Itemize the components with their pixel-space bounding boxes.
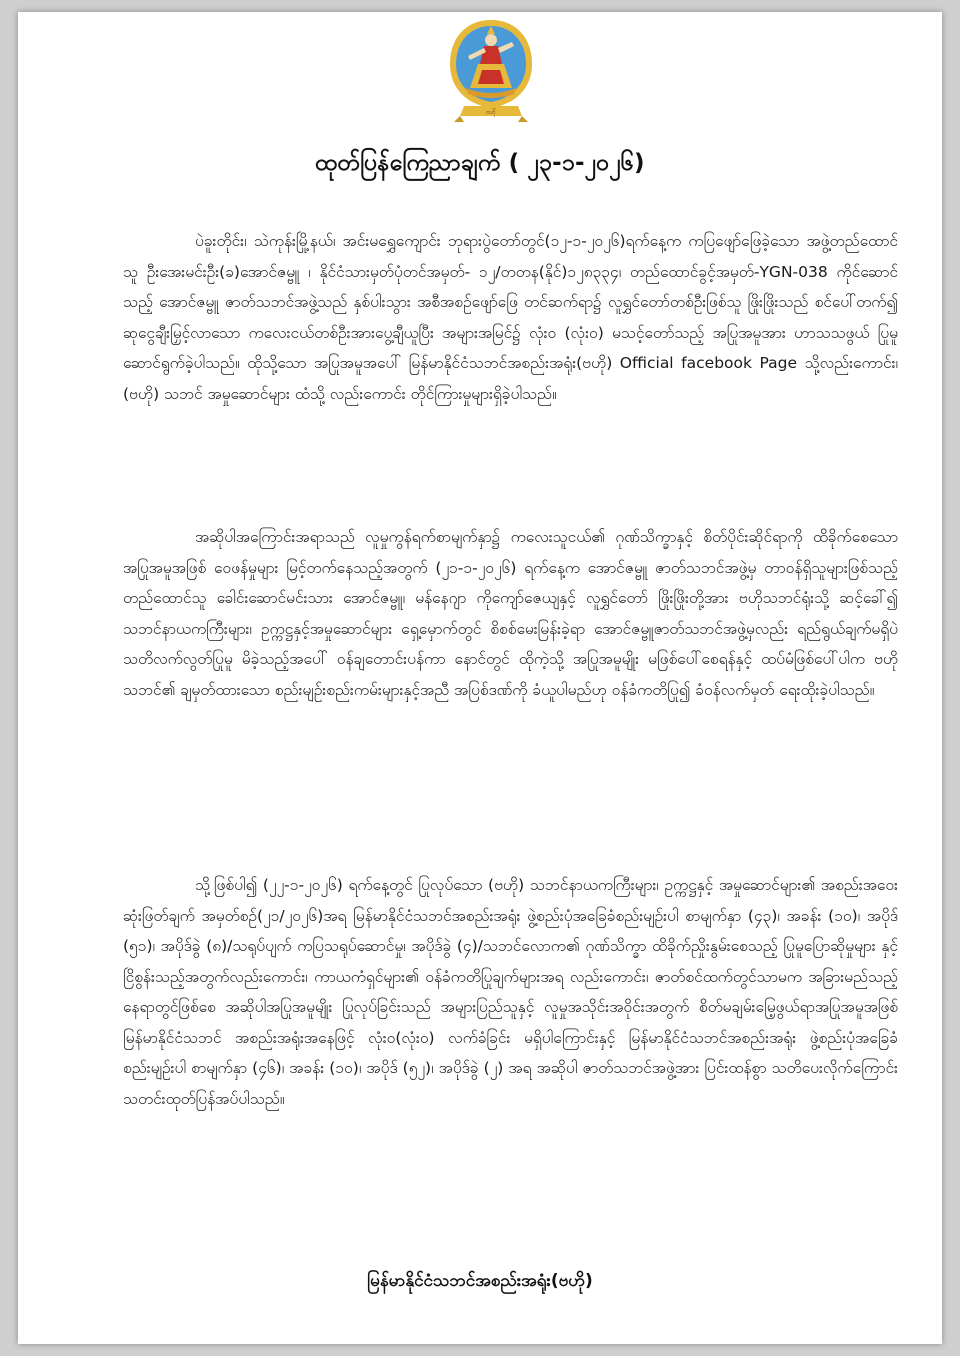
paragraph-investigation: အဆိုပါအကြောင်းအရာသည် လူမှုကွန်ရက်စာမျက်နှာ၌ ကလေးသူငယ်၏ ဂုဏ်သိက္ခာနှင့် စိတ်ပိုင်းဆိုင်ရာကို ထိခိုက်စေသော အပြုအမူအဖြစ် ဝေဖန်မှုများ မြင့်တက်နေသည့်အတွက် (၂၁-၁-၂၀၂၆) ရက်နေ့က အောင်ဇမ္ဗူ ဇာတ်သဘင်အဖွဲ့မှ တာဝန်ရှိသူများဖြစ်သည့် တည်ထောင်သူ ခေါင်းဆောင်မင်းသား အောင်ဇမ္ဗူ၊ မန်နေဂျာ ကိုကျော်ဇေယျနှင့် လူရွှင်တော် ဖြိုးဖြိုးတို့အား ဗဟိုသဘင်ရုံးသို့ ဆင့်ခေါ်၍ သဘင်နာယကကြီးများ၊ ဥက္ကဋ္ဌနှင့်အမှုဆောင်များ ရှေ့မှောက်တွင် စိစစ်မေးမြန်းခဲ့ရာ အောင်ဇမ္ဗူဇာတ်သဘင်အဖွဲ့မှလည်း ရည်ရွယ်ချက်မရှိပဲ သတိလက်လွတ်ပြုမူ မိခဲ့သည့်အပေါ် ဝန်ချတောင်းပန်ကာ နောင်တွင် ထိုကဲ့သို့ အပြုအမူမျိုး မဖြစ်ပေါ်စေရန်နှင့် ထပ်မံဖြစ်ပေါ်ပါက ဗဟိုသဘင်၏ ချမှတ်ထားသော စည်းမျဉ်းစည်းကမ်းများနှင့်အညီ အပြစ်ဒဏ်ကို ခံယူပါမည်ဟု ဝန်ခံကတိပြု၍ ခံဝန်လက်မှတ် ရေးထိုးခဲ့ပါသည်။	[123, 528, 898, 699]
document-page	[18, 12, 942, 1344]
paragraph-decision: သို့ဖြစ်ပါ၍ (၂၂-၁-၂၀၂၆) ရက်နေ့တွင် ပြုလုပ်သော (ဗဟို) သဘင်နာယကကြီးများ၊ ဥက္ကဋ္ဌနှင့် အမှုဆောင်များ၏ အစည်းအဝေးဆုံးဖြတ်ချက် အမှတ်စဉ်(၂၁/၂၀၂၆)အရ မြန်မာနိုင်ငံသဘင်အစည်းအရုံး ဖွဲ့စည်းပုံအခြေခံစည်းမျဉ်းပါ စာမျက်နှာ (၄၃)၊ အခန်း (၁၀)၊ အပိုဒ် (၅၁)၊ အပိုဒ်ခွဲ (၈)/သရုပ်ပျက် ကပြသရုပ်ဆောင်မှု၊ အပိုဒ်ခွဲ (၄)/သဘင်လောက၏ ဂုဏ်သိက္ခာ ထိခိုက်ညှိုးနွမ်းစေသည့် ပြုမူပြောဆိုမှုများ နှင့်ငြိစွန်းသည့်အတွက်လည်းကောင်း၊ ကာယကံရှင်များ၏ ဝန်ခံကတိပြုချက်များအရ လည်းကောင်း၊ ဇာတ်စင်ထက်တွင်သာမက အခြားမည်သည့်နေရာတွင်ဖြစ်စေ အဆိုပါအပြုအမူမျိုး ပြုလုပ်ခြင်းသည် အများပြည်သူနှင့် လူမှုအသိုင်းအဝိုင်းအတွက် စိတ်မချမ်းမြေ့ဖွယ်ရာအပြုအမူအဖြစ် မြန်မာနိုင်ငံသဘင် အစည်းအရုံးအနေဖြင့် လုံးဝ(လုံးဝ) လက်ခံခြင်း မရှိပါကြောင်းနှင့် မြန်မာနိုင်ငံသဘင်အစည်းအရုံး ဖွဲ့စည်းပုံအခြေခံ စည်းမျဉ်းပါ စာမျက်နှာ (၄၆)၊ အခန်း (၁၀)၊ အပိုဒ် (၅၂)၊ အပိုဒ်ခွဲ (၂) အရ အဆိုပါ ဇာတ်သဘင်အဖွဲ့အား ပြင်းထန်စွာ သတိပေးလိုက်ကြောင်း သတင်းထုတ်ပြန်အပ်ပါသည်။	[123, 876, 898, 1108]
paragraph-incident: ပဲခူးတိုင်း၊ သဲကုန်းမြို့နယ်၊ အင်းမရွှေကျောင်း ဘုရားပွဲတော်တွင်(၁၂-၁-၂၀၂၆)ရက်နေ့က ကပြဖျော်ဖြေခဲ့သော အဖွဲ့တည်ထောင်သူ ဦးအေးမင်းဦး(ခ)အောင်ဇမ္ဗူ ၊ နိုင်ငံသားမှတ်ပုံတင်အမှတ်- ၁၂/တတန(နိုင်)၁၂၈၃၃၄၊ တည်ထောင်ခွင့်အမှတ်-YGN-038 ကိုင်ဆောင်သည့် အောင်ဇမ္ဗူ ဇာတ်သဘင်အဖွဲ့သည် နှစ်ပါးသွား အစီအစဉ်ဖျော်ဖြေ တင်ဆက်ရာ၌ လူရွှင်တော်တစ်ဦးဖြစ်သူ ဖြိုးဖြိုးသည် စင်ပေါ်တက်၍ ဆုငွေချီးမြှင့်လာသော ကလေးငယ်တစ်ဦးအားပွေ့ချီယူပြီး အများအမြင်၌ လုံးဝ (လုံးဝ) မသင့်တော်သည့် အပြုအမူအား ဟာသသဖွယ် ပြုမူဆောင်ရွက်ခဲ့ပါသည်။ ထိုသို့သော အပြုအမူအပေါ် မြန်မာနိုင်ငံသဘင်အစည်းအရုံး(ဗဟို) Official facebook Page သို့လည်းကောင်း၊ (ဗဟို) သဘင် အမှုဆောင်များ ထံသို့ လည်းကောင်း တိုင်ကြားမှုများရှိခဲ့ပါသည်။	[123, 232, 898, 403]
myanmar-monastic-dancer-emblem-icon	[446, 18, 536, 130]
document-title: ထုတ်ပြန်ကြေညာချက် ( ၂၃-၁-၂၀၂၆)	[315, 150, 645, 176]
issuer-signature: မြန်မာနိုင်ငံသဘင်အစည်းအရုံး(ဗဟို)	[367, 1271, 593, 1291]
logo-ribbon-text: ဗဟို	[486, 109, 496, 116]
